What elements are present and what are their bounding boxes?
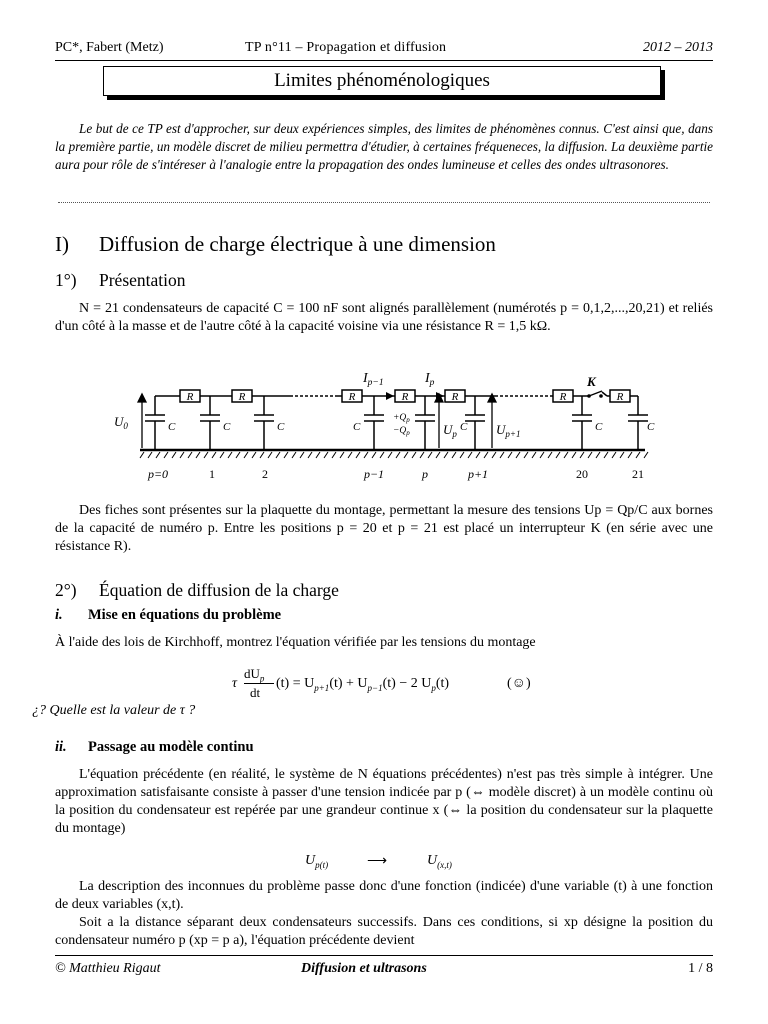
subsection-title: Équation de diffusion de la charge bbox=[99, 580, 339, 600]
footer-page-number: 1 / 8 bbox=[688, 961, 713, 976]
voltage-up: $U_p$ bbox=[443, 422, 457, 439]
question-tau: ¿? Quelle est la valeur de τ ? bbox=[32, 703, 196, 718]
svg-text:R: R bbox=[451, 391, 459, 403]
header-left: PC*, Fabert (Metz) bbox=[55, 40, 164, 55]
subsubsection-title: Mise en équations du problème bbox=[88, 607, 282, 623]
switch-label: K bbox=[587, 374, 596, 389]
subsubsection-number: ii. bbox=[55, 739, 67, 755]
node-labels bbox=[147, 467, 644, 481]
voltage-u0: $U_0$ bbox=[114, 414, 128, 431]
subsection-number: 2°) bbox=[55, 580, 77, 600]
subsection-title: Présentation bbox=[99, 270, 186, 290]
subsection-number: 1°) bbox=[55, 270, 77, 290]
svg-text:20: 20 bbox=[576, 467, 588, 481]
paragraph-presentation: N = 21 condensateurs de capacité C = 100 nF sont alignés parallèlement (numérotés p = 0,1,2,...,20,21) et reliés d'un côté à la masse et de l'autre côté à la capacité voisine via une résistance R = 1,5 kΩ. bbox=[55, 301, 713, 334]
ground-hatch bbox=[140, 452, 648, 458]
equation-diffusion: τ $dU_p$ dt $(t) = U_{p+1}(t) + U_{p-1}(t) - 2$ $U_p(t)$ (☺) bbox=[232, 666, 531, 700]
svg-text:C: C bbox=[353, 421, 361, 433]
abstract bbox=[55, 120, 713, 174]
difficulty-mark: (☺) bbox=[507, 676, 531, 691]
svg-text:C: C bbox=[223, 421, 231, 433]
equation-discrete-to-continuous: $U_{p(t)}$ ⟶ $U_{(x,t)}$ bbox=[305, 853, 452, 870]
svg-text:p+1: p+1 bbox=[467, 467, 489, 481]
current-ipm1: $I_{p-1}$ bbox=[363, 371, 384, 388]
footer-rule bbox=[55, 955, 713, 956]
dotted-separator bbox=[58, 196, 710, 203]
section-title: Diffusion de charge électrique à une dimension bbox=[99, 232, 496, 256]
charge-minus: $-Q_p$ bbox=[393, 426, 410, 437]
paragraph-continuous-model: L'équation précédente (en réalité, le système de N équations précédentes) n'est pas très simple à intégrer. Une approximation satisfaisante consiste à passer d'une tension indicée par p (⇔ modèle discret) à un modèle continu où la position du condensateur est repérée par une grandeur continue x (⇔ la position du condensateur sur la plaquette du montage) bbox=[55, 767, 713, 836]
svg-text:C: C bbox=[460, 421, 468, 433]
section-number: I) bbox=[55, 232, 69, 256]
svg-text:C: C bbox=[647, 421, 655, 433]
svg-text:R: R bbox=[559, 391, 567, 403]
header-center: TP n°11 – Propagation et diffusion bbox=[245, 40, 447, 55]
svg-text:C: C bbox=[168, 421, 176, 433]
subsubsection-number: i. bbox=[55, 607, 63, 623]
page-title: Limites phénoménologiques bbox=[103, 66, 661, 96]
subsection-heading-2 bbox=[55, 580, 339, 601]
footer-title: Diffusion et ultrasons bbox=[301, 961, 427, 976]
svg-text:p=0: p=0 bbox=[147, 467, 169, 481]
page-header bbox=[55, 40, 713, 58]
subsection-heading-1 bbox=[55, 270, 186, 291]
svg-text:p−1: p−1 bbox=[363, 467, 385, 481]
footer-author: © Matthieu Rigaut bbox=[55, 961, 161, 976]
capacitors bbox=[145, 396, 648, 450]
svg-text:R: R bbox=[238, 391, 246, 403]
paragraph-description: La description des inconnues du problème passe donc d'une fonction (indicée) d'une variable (t) à une fonction de deux variables (x,t). bbox=[55, 879, 713, 912]
svg-text:p: p bbox=[422, 467, 428, 481]
svg-text:R: R bbox=[186, 391, 194, 403]
svg-text:R: R bbox=[401, 391, 409, 403]
switch-contact bbox=[599, 394, 603, 398]
abstract-text: Le but de ce TP est d'approcher, sur deux expériences simples, des limites de phénomènes connus. C'est ainsi que, dans la première partie, un modèle discret de milieu permettra d'étudier, à certaines fréqueneces, la diffusion. La deuxième partie aura pour rôle de s'intéreser à l'analogie entre la propagation des ondes lumineuse et celles des ondes ultrasonores. bbox=[55, 121, 713, 172]
svg-text:R: R bbox=[348, 391, 356, 403]
svg-text:C: C bbox=[595, 421, 603, 433]
current-ip: $I_p$ bbox=[425, 371, 435, 388]
header-rule bbox=[55, 60, 713, 61]
section-heading bbox=[55, 232, 496, 257]
paragraph-kirchhoff: À l'aide des lois de Kirchhoff, montrez l'équation vérifiée par les tensions du montage bbox=[55, 635, 536, 650]
svg-text:R: R bbox=[616, 391, 624, 403]
svg-text:2: 2 bbox=[262, 467, 268, 481]
charge-plus: $+Q_p$ bbox=[393, 413, 410, 424]
circuit-diagram bbox=[110, 362, 660, 487]
page-footer bbox=[55, 961, 713, 979]
subsubsection-title: Passage au modèle continu bbox=[88, 739, 254, 755]
voltage-up1: $U_{p+1}$ bbox=[496, 422, 521, 439]
paragraph-distance: Soit a la distance séparant deux condensateurs successifs. Dans ces conditions, si xp désigne la position du condensateur numéro p (xp = p a), l'équation précédente devient bbox=[55, 915, 713, 948]
subsubsection-heading-ii bbox=[55, 739, 254, 756]
svg-text:1: 1 bbox=[209, 467, 215, 481]
header-right: 2012 – 2013 bbox=[643, 40, 713, 55]
svg-text:21: 21 bbox=[632, 467, 644, 481]
paragraph-fiches: Des fiches sont présentes sur la plaquette du montage, permettant la mesure des tensions Up = Qp/C aux bornes de la capacité de numéro p. Entre les positions p = 20 et p = 21 est placé un interrupteur K (en série avec une résistance R). bbox=[55, 503, 713, 554]
svg-text:C: C bbox=[277, 421, 285, 433]
subsubsection-heading-i bbox=[55, 607, 281, 624]
